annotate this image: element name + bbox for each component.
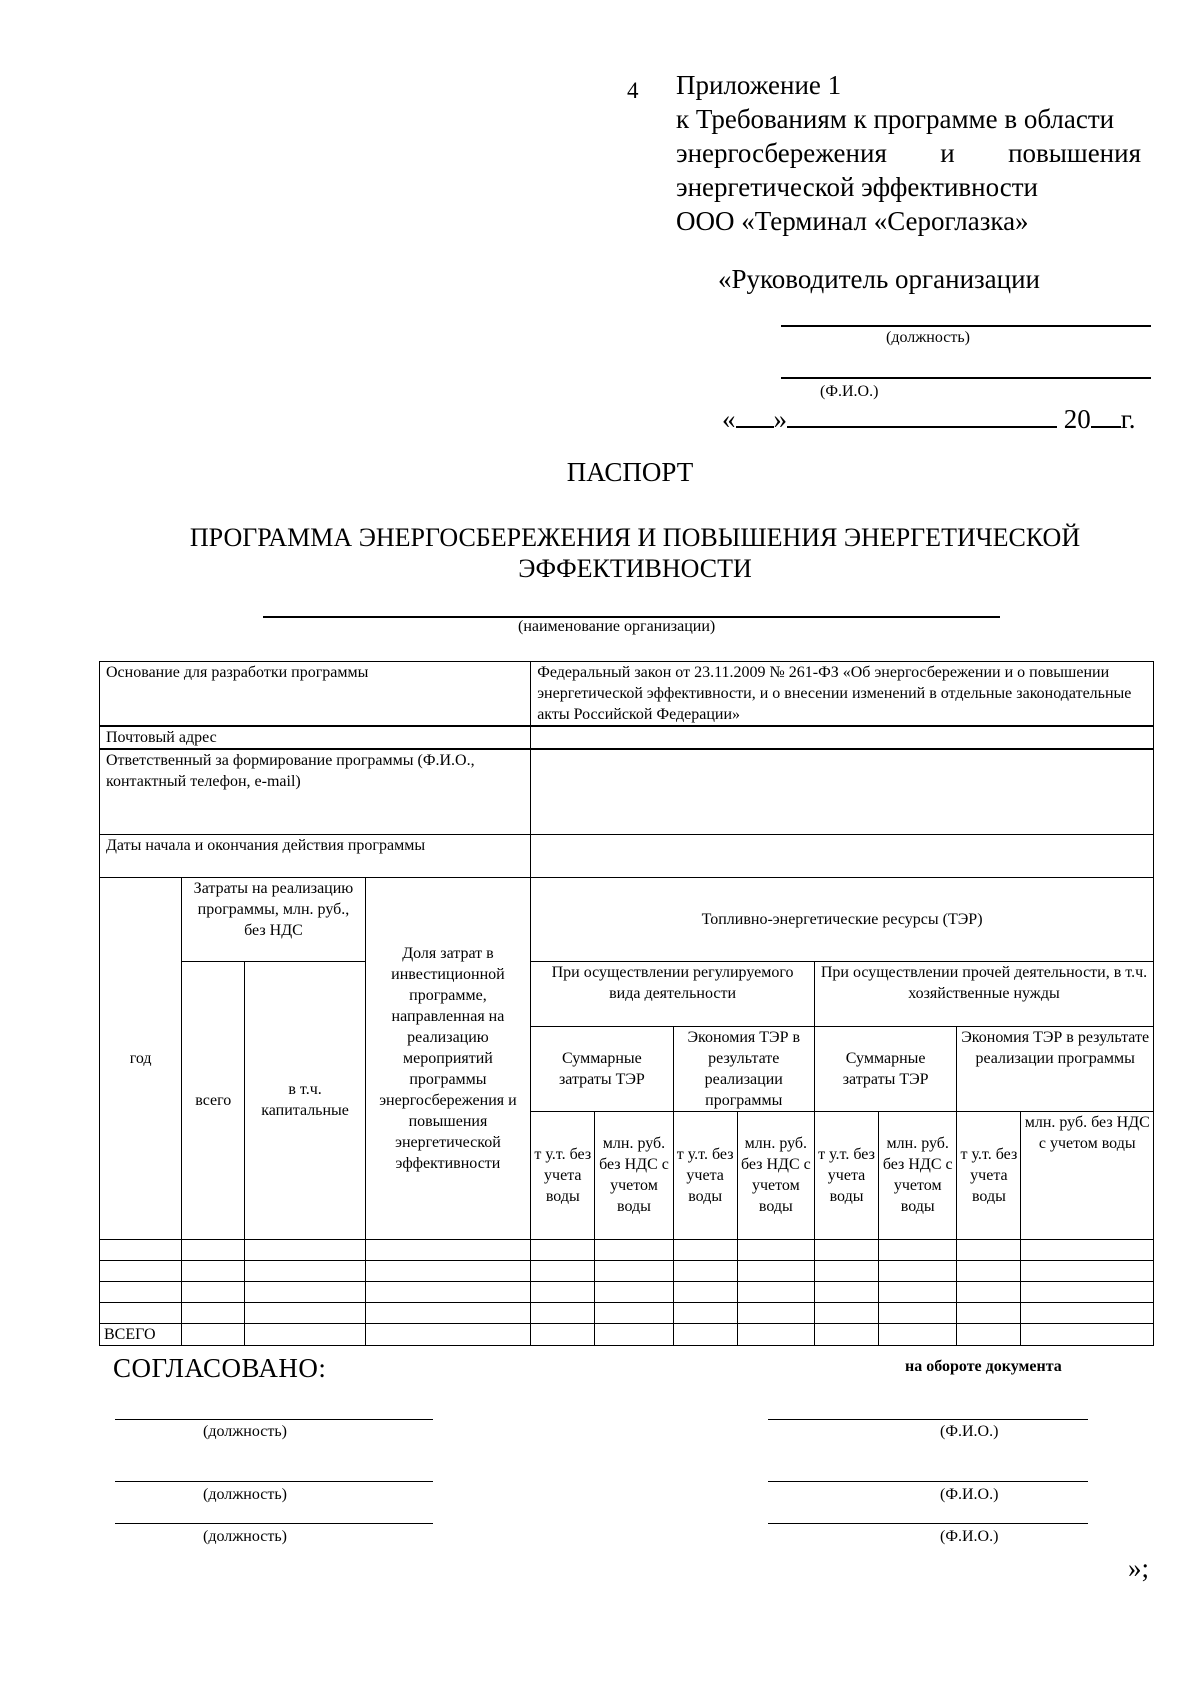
date-month-blank (787, 402, 1057, 428)
unit-mln-last: млн. руб. без НДС с учетом воды (1021, 1111, 1154, 1239)
capital-header: в т.ч. капитальные (245, 961, 365, 1239)
other-savings: Экономия ТЭР в результате реализации программы (957, 1026, 1154, 1111)
row-basis (100, 662, 1154, 727)
agreed-name-line-3 (768, 1523, 1088, 1524)
basis-label: Основание для разработки программы (100, 662, 531, 727)
agreed-position-caption-3: (должность) (203, 1528, 287, 1545)
agreed-position-line-3 (115, 1523, 433, 1524)
header-row-2 (100, 961, 1154, 1026)
unit-mln: млн. руб. без НДС с учетом воды (737, 1111, 814, 1239)
page-number: 4 (627, 78, 639, 103)
appendix-line-4: энергетической эффективности (676, 172, 1038, 202)
ter-header: Топливно-энергетические ресурсы (ТЭР) (531, 877, 1154, 961)
verso-note: на обороте документа (905, 1358, 1062, 1375)
agreed-name-caption-3: (Ф.И.О.) (940, 1528, 999, 1545)
row-responsible (100, 749, 1154, 834)
appendix-line-2: к Требованиям к программе в области (676, 104, 1115, 134)
header-row-1 (100, 877, 1154, 961)
unit-tut: т у.т. без учета воды (531, 1111, 595, 1239)
closing-quote: »; (1128, 1553, 1150, 1583)
agreed-name-line-2 (768, 1481, 1088, 1482)
other-sum-costs: Суммарные затраты ТЭР (814, 1026, 956, 1111)
org-caption: (наименование организации) (518, 618, 716, 635)
dates-label: Даты начала и окончания действия программы (100, 834, 531, 877)
responsible-value (531, 749, 1154, 834)
doc-subtitle: ПРОГРАММА ЭНЕРГОСБЕРЕЖЕНИЯ И ПОВЫШЕНИЯ ЭНЕРГЕТИЧЕСКОЙ ЭФФЕКТИВНОСТИ (189, 523, 1081, 583)
unit-tut: т у.т. без учета воды (957, 1111, 1021, 1239)
dates-value (531, 834, 1154, 877)
address-value (531, 726, 1154, 749)
agreed-position-caption-2: (должность) (203, 1486, 287, 1503)
data-row (100, 1239, 1154, 1260)
appendix-line-3: энергосбережения и повышения (676, 138, 1141, 168)
appendix-line-5: ООО «Терминал «Сероглазка» (676, 206, 1029, 236)
agreed-name-line-1 (768, 1419, 1088, 1420)
unit-tut: т у.т. без учета воды (814, 1111, 878, 1239)
passport-table (99, 661, 1154, 1346)
date-day-blank (736, 402, 774, 428)
appendix-note (676, 68, 1141, 238)
agreed-name-caption-2: (Ф.И.О.) (940, 1486, 999, 1503)
name-caption: (Ф.И.О.) (820, 383, 879, 400)
position-line (781, 325, 1151, 327)
address-label: Почтовый адрес (100, 726, 531, 749)
responsible-label: Ответственный за формирование программы (Ф.И.О., контактный телефон, e-mail) (100, 749, 531, 834)
total-row (100, 1323, 1154, 1345)
regulated-savings: Экономия ТЭР в результате реализации программы (673, 1026, 814, 1111)
row-dates (100, 834, 1154, 877)
total-header: всего (182, 961, 245, 1239)
other-header: При осуществлении прочей деятельности, в т.ч. хозяйственные нужды (814, 961, 1153, 1026)
unit-mln: млн. руб. без НДС с учетом воды (595, 1111, 673, 1239)
regulated-header: При осуществлении регулируемого вида деятельности (531, 961, 815, 1026)
agreed-title: СОГЛАСОВАНО: (113, 1353, 327, 1383)
data-row (100, 1260, 1154, 1281)
approval-date: « » 20 г. (722, 404, 1136, 434)
agreed-position-line-2 (115, 1481, 433, 1482)
share-header: Доля затрат в инвестиционной программе, направленная на реализацию мероприятий программы энергосбережения и повышения энергетической эффективности (365, 877, 530, 1239)
approval-head: «Руководитель организации (718, 264, 1041, 294)
agreed-position-line-1 (115, 1419, 433, 1420)
doc-title: ПАСПОРТ (566, 457, 694, 487)
date-year-blank (1091, 402, 1121, 428)
agreed-position-caption-1: (должность) (203, 1423, 287, 1440)
position-caption: (должность) (886, 329, 970, 346)
agreed-name-caption-1: (Ф.И.О.) (940, 1423, 999, 1440)
data-row (100, 1302, 1154, 1323)
data-row (100, 1281, 1154, 1302)
costs-header: Затраты на реализацию программы, млн. руб., без НДС (182, 877, 366, 961)
year-header: год (100, 877, 182, 1239)
name-line (781, 377, 1151, 379)
appendix-line-1: Приложение 1 (676, 70, 842, 100)
basis-value: Федеральный закон от 23.11.2009 № 261-ФЗ «Об энергосбережении и о повышении энергетической эффективности, и о внесении изменений в отдельные законодательные акты Российской Федерации» (531, 662, 1154, 727)
regulated-sum-costs: Суммарные затраты ТЭР (531, 1026, 673, 1111)
unit-mln: млн. руб. без НДС с учетом воды (879, 1111, 957, 1239)
unit-tut: т у.т. без учета воды (673, 1111, 737, 1239)
row-address (100, 726, 1154, 749)
total-row-label: ВСЕГО (100, 1323, 182, 1345)
